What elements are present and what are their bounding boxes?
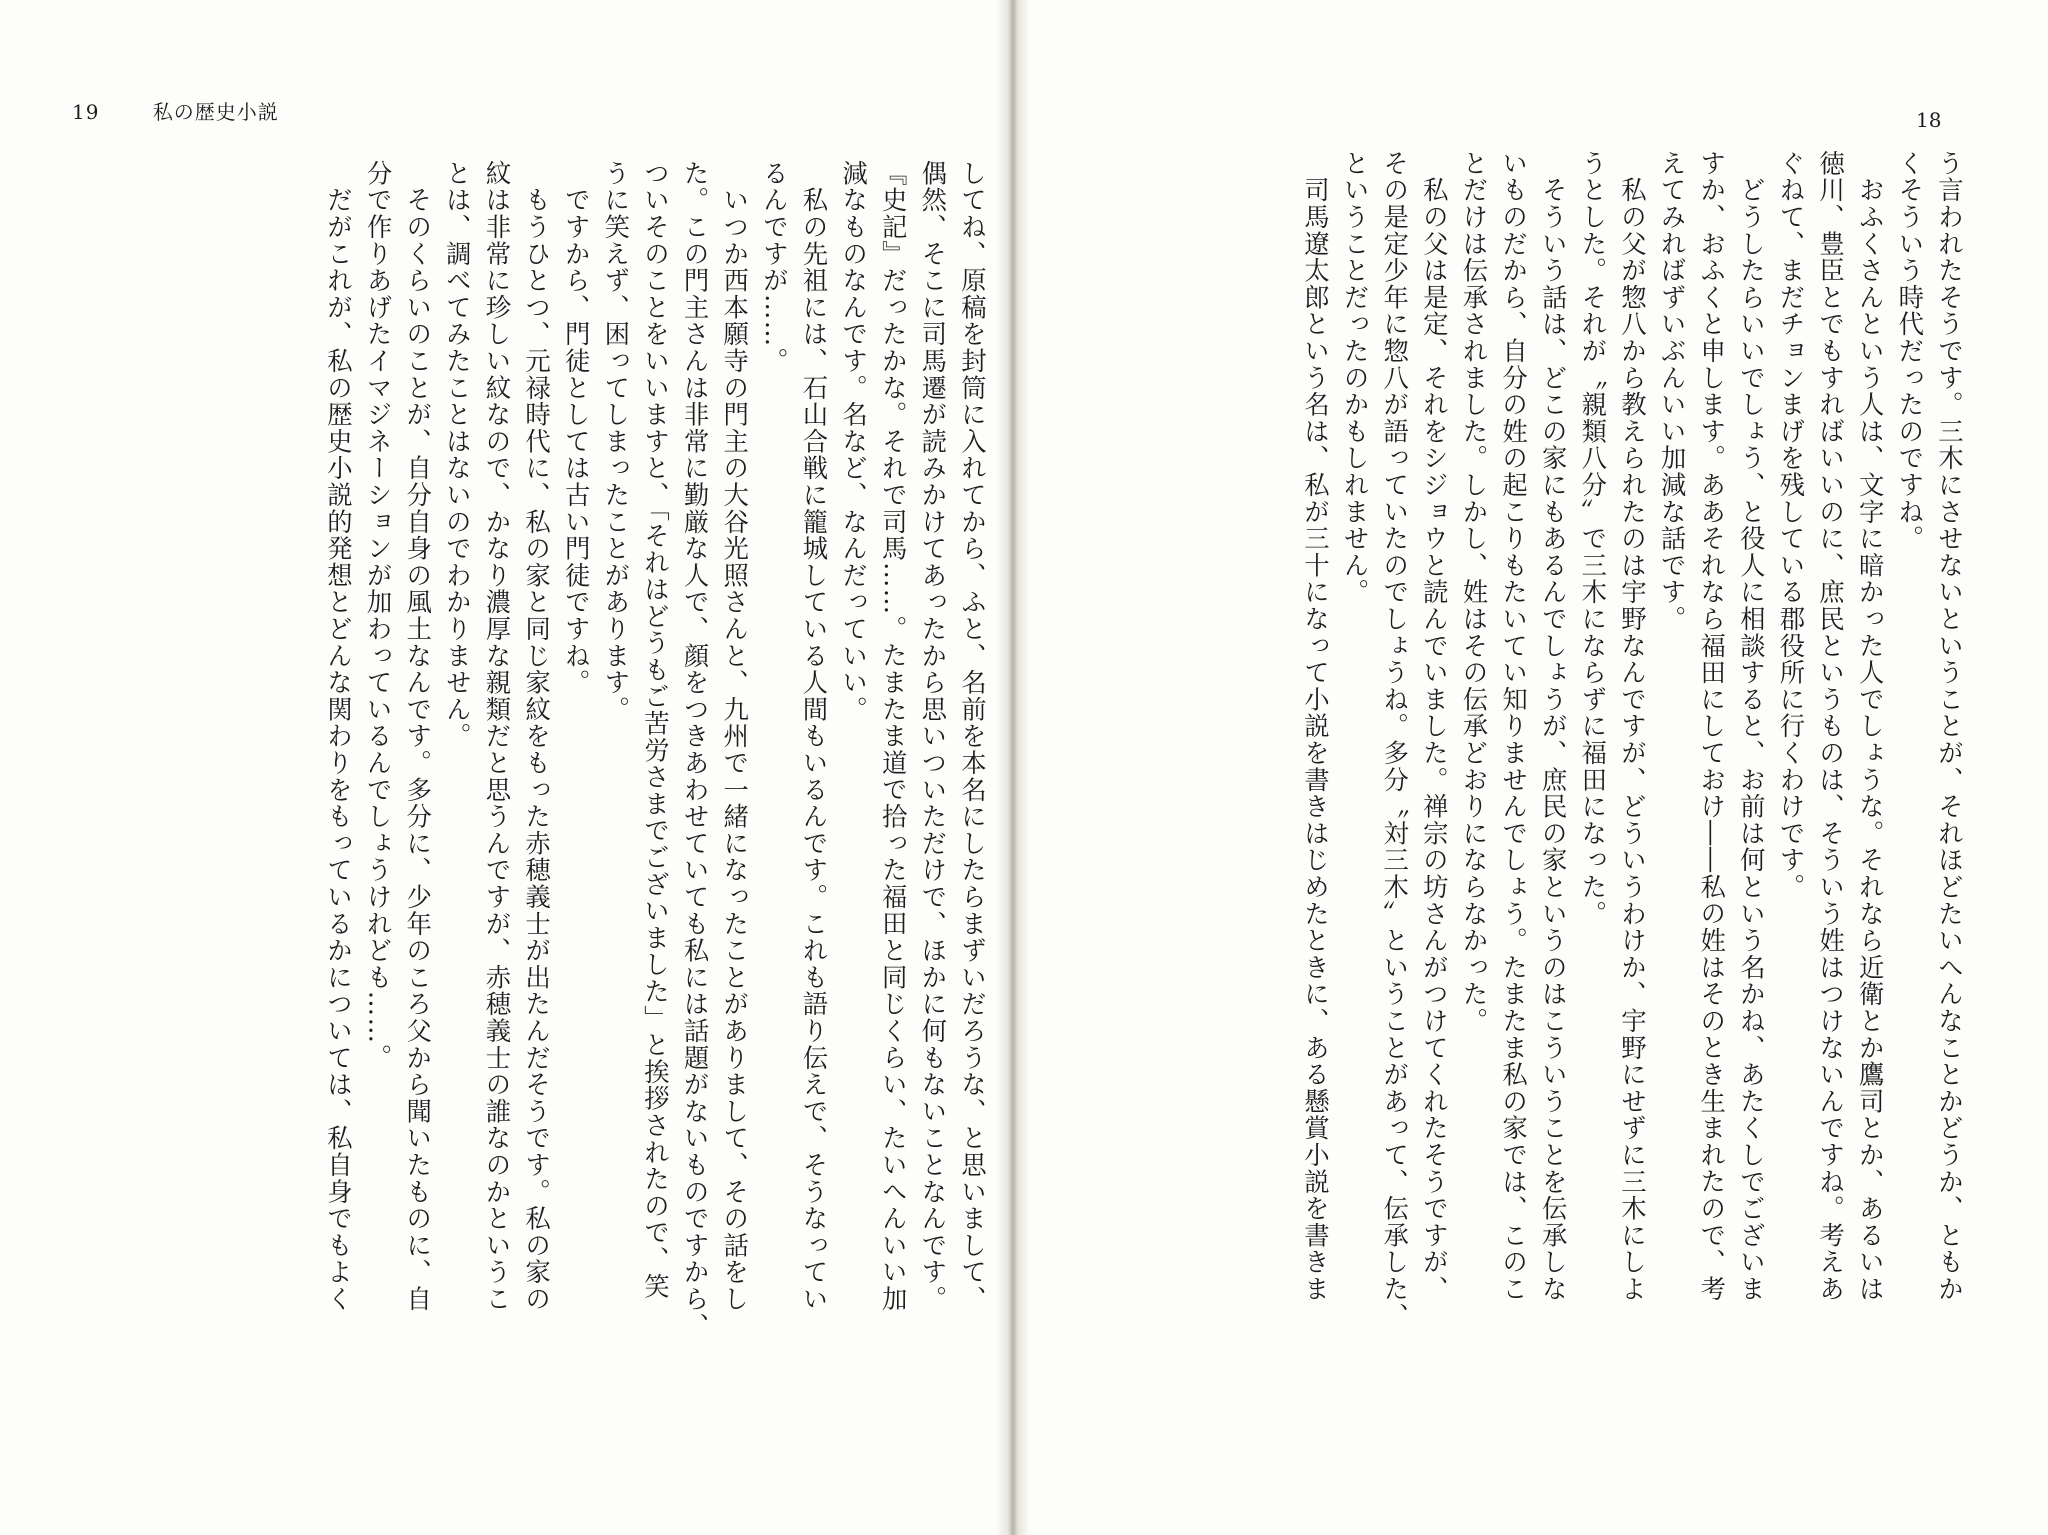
text-line: くそういう時代だったのですね。	[1895, 150, 1926, 552]
text-line: 偶然、そこに司馬遷が読みかけてあったから思いついただけで、ほかに何もないことなんです。	[918, 160, 949, 1313]
text-line: そのくらいのことが、自分自身の風土なんです。多分に、少年のころ父から聞いたものに、自	[403, 160, 434, 1313]
text-line: そういう話は、どこの家にもあるんでしょうが、庶民の家というのはこういうことを伝承しな	[1538, 150, 1569, 1303]
text-line: ぐねて、まだチョンまげを残している郡役所に行くわけです。	[1776, 150, 1807, 901]
text-line: とだけは伝承されました。しかし、姓はその伝承どおりにならなかった。	[1459, 150, 1490, 1035]
text-line: 減なものなんです。名など、なんだっていい。	[839, 160, 870, 723]
text-line: 私の父は是定、それをシジョウと読んでいました。禅宗の坊さんがつけてくれたそうですが、	[1419, 150, 1450, 1303]
page-number-right: 18	[1916, 108, 1942, 132]
text-line: 私の父が惣八から教えられたのは宇野なんですが、どういうわけか、宇野にせずに三木にしよ	[1618, 150, 1648, 1303]
text-line: おふくさんという人は、文字に暗かった人でしょうな。それなら近衛とか鷹司とか、あるいは	[1855, 150, 1886, 1303]
running-title: 私の歴史小説	[152, 100, 279, 124]
text-line: いつか西本願寺の門主の大谷光照さんと、九州で一緒になったことがありまして、その話をし	[720, 160, 751, 1313]
text-line: ついそのことをいいますと、「それはどうもご苦労さまでございました」と挨拶されたので、笑	[641, 160, 671, 1300]
text-line: ですから、門徒としては古い門徒ですね。	[561, 160, 592, 696]
text-line: だがこれが、私の歴史小説的発想とどんな関わりをもっているかについては、私自身でもよく	[324, 160, 354, 1313]
text-line: 紋は非常に珍しい紋なので、かなり濃厚な親類だと思うんですが、赤穂義士の誰なのかというこ	[482, 160, 513, 1313]
text-line: どうしたらいいでしょう、と役人に相談すると、お前は何という名かね、あたくしでございま	[1736, 150, 1767, 1303]
text-line: 徳川、豊臣とでもすればいいのに、庶民というものは、そういう姓はつけないんですね。考えあ	[1816, 150, 1847, 1303]
text-line: その是定少年に惣八が語っていたのでしょうね。多分〝対三木〟ということがあって、伝承した、	[1380, 150, 1411, 1330]
text-line: えてみればずいぶんいい加減な話です。	[1657, 150, 1688, 633]
text-line: とは、調べてみたことはないのでわかりません。	[442, 160, 473, 750]
text-line: ということだったのかもしれません。	[1340, 150, 1371, 606]
text-line: 私の先祖には、石山合戦に籠城している人間もいるんです。これも語り伝えで、そうなってい	[799, 160, 830, 1313]
body-text-right	[1095, 150, 1969, 1495]
text-line: もうひとつ、元禄時代に、私の家と同じ家紋をもった赤穂義士が出たんだそうです。私の家の	[522, 160, 553, 1313]
body-text-left	[72, 160, 992, 1500]
running-header-left	[72, 96, 279, 125]
book-gutter	[996, 0, 1030, 1535]
left-page	[0, 0, 1010, 1535]
text-line: 『史記』だったかな。それで司馬……。たまたま道で拾った福田と同じくらい、たいへんいい加	[878, 160, 909, 1313]
text-line: してね、原稿を封筒に入れてから、ふと、名前を本名にしたらまずいだろうな、と思いまして、	[958, 160, 988, 1313]
text-line: うに笑えず、困ってしまったことがあります。	[601, 160, 632, 723]
text-line: た。この門主さんは非常に勤厳な人で、顔をつきあわせていても私には話題がないものですから、	[680, 160, 711, 1340]
text-line: すか、おふくと申します。ああそれなら福田にしておけ――私の姓はそのとき生まれたので、考	[1697, 150, 1728, 1303]
text-line: るんですが……。	[759, 160, 790, 375]
text-line: いものだから、自分の姓の起こりもたいてい知りませんでしょう。たまたま私の家では、このこ	[1499, 150, 1530, 1303]
text-line: 分で作りあげたイマジネーションが加わっているんでしょうけれども……。	[363, 160, 394, 1072]
text-line: う言われたそうです。三木にさせないということが、それほどたいへんなことかどうか、ともか	[1935, 150, 1965, 1303]
page-number-left: 19	[72, 100, 100, 124]
text-line: うとした。それが〝親類八分〟で三木にならずに福田になった。	[1578, 150, 1609, 928]
text-line: 司馬遼太郎という名は、私が三十になって小説を書きはじめたときに、ある懸賞小説を書きま	[1301, 150, 1331, 1303]
